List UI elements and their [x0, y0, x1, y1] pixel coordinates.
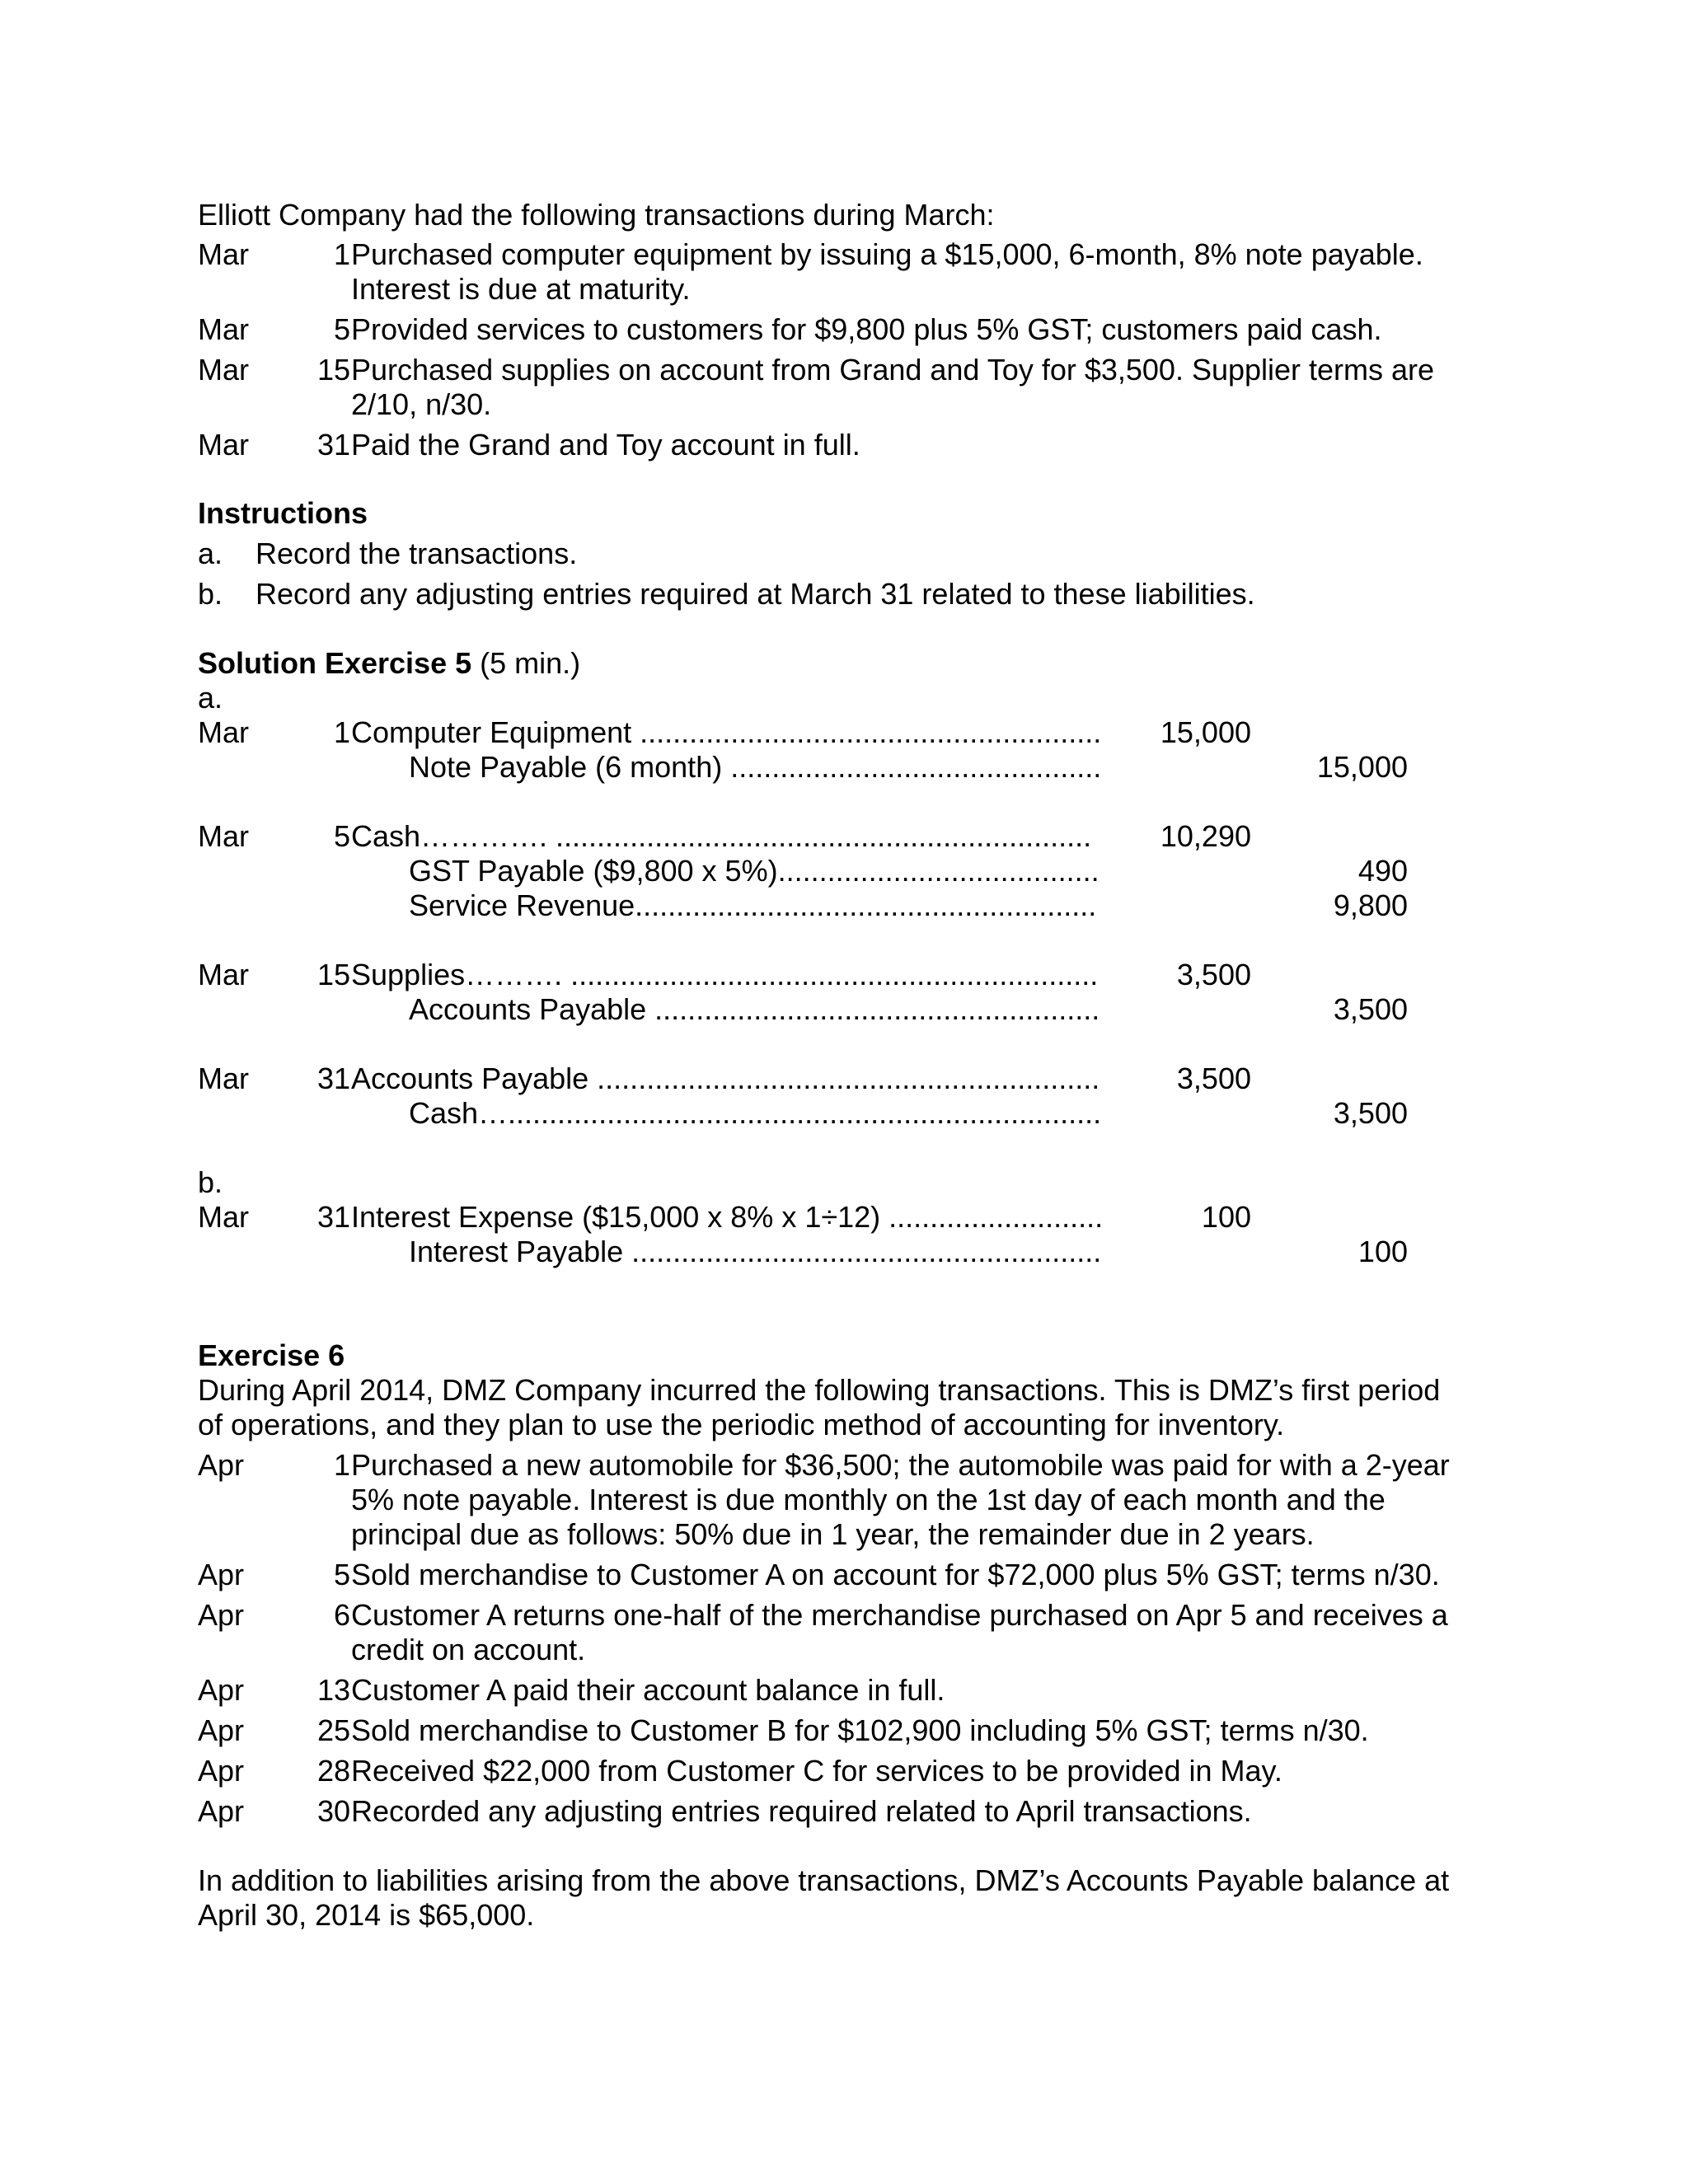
- instructions-heading: Instructions: [198, 496, 368, 530]
- part-a-label: a.: [198, 681, 223, 715]
- solution-heading: Solution Exercise 5 (5 min.): [198, 646, 581, 680]
- exercise6-heading: Exercise 6: [198, 1338, 345, 1372]
- exercise6-intro: During April 2014, DMZ Company incurred the following transactions. This is DMZ’s first period: [198, 1373, 1441, 1407]
- exercise5-intro: Elliott Company had the following transactions during March:: [198, 198, 995, 232]
- exercise6-intro: of operations, and they plan to use the periodic method of accounting for inventory.: [198, 1408, 1285, 1441]
- exercise6-closing: In addition to liabilities arising from the above transactions, DMZ’s Accounts Payable balance at: [198, 1863, 1450, 1897]
- part-b-label: b.: [198, 1165, 223, 1199]
- exercise6-closing: April 30, 2014 is $65,000.: [198, 1898, 535, 1932]
